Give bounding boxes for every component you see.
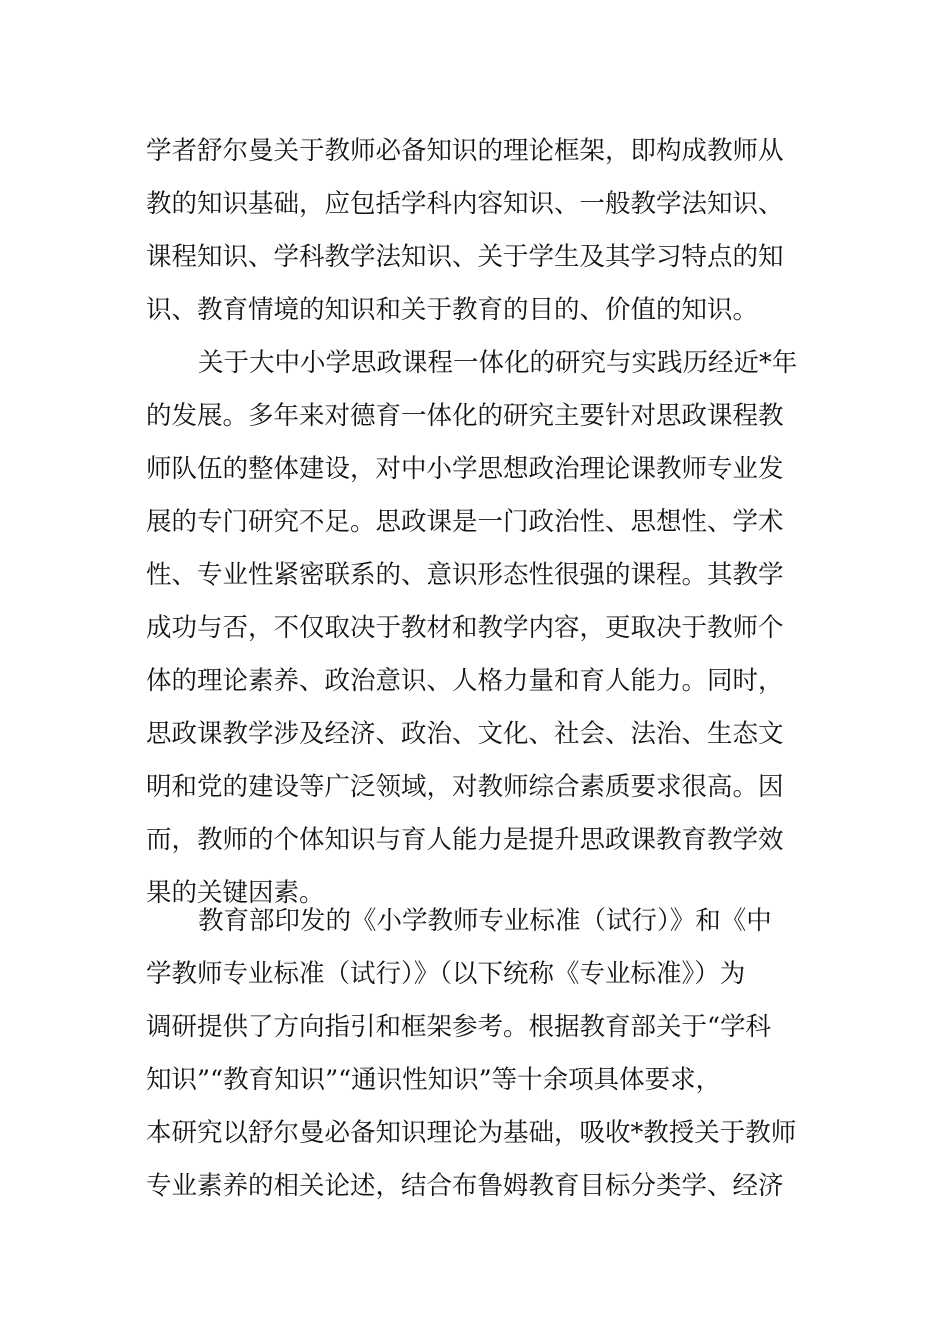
text-line: 课程知识、学科教学法知识、关于学生及其学习特点的知 <box>146 242 784 272</box>
text-line: 的发展。多年来对德育一体化的研究主要针对思政课程教 <box>146 401 784 431</box>
paragraph-1 <box>146 125 816 337</box>
text-line: 调研提供了方向指引和框架参考。根据教育部关于“学科 <box>146 1012 772 1042</box>
text-line: 学教师专业标准（试行）》（以下统称《专业标准》）为 <box>146 959 746 989</box>
paragraph-3 <box>146 895 816 1213</box>
text-line: 体的理论素养、政治意识、人格力量和育人能力。同时， <box>146 666 784 696</box>
text-line: 展的专门研究不足。思政课是一门政治性、思想性、学术 <box>146 507 784 537</box>
text-line: 识、教育情境的知识和关于教育的目的、价值的知识。 <box>146 295 759 325</box>
text-line: 性、专业性紧密联系的、意识形态性很强的课程。其教学 <box>146 560 784 590</box>
text-line: 师队伍的整体建设，对中小学思想政治理论课教师专业发 <box>146 454 784 484</box>
text-line: 明和党的建设等广泛领域，对教师综合素质要求很高。因 <box>146 772 784 802</box>
text-line: 成功与否，不仅取决于教材和教学内容，更取决于教师个 <box>146 613 784 643</box>
text-line: 关于大中小学思政课程一体化的研究与实践历经近*年 <box>198 348 798 378</box>
text-line: 本研究以舒尔曼必备知识理论为基础，吸收*教授关于教师 <box>146 1118 797 1148</box>
text-line: 果的关键因素。 <box>146 878 325 908</box>
text-line: 学者舒尔曼关于教师必备知识的理论框架，即构成教师从 <box>146 136 784 166</box>
paragraph-2 <box>146 337 816 920</box>
text-line: 思政课教学涉及经济、政治、文化、社会、法治、生态文 <box>146 719 784 749</box>
text-line: 而，教师的个体知识与育人能力是提升思政课教育教学效 <box>146 825 784 855</box>
text-line: 专业素养的相关论述，结合布鲁姆教育目标分类学、经济 <box>146 1171 784 1201</box>
text-line: 教育部印发的《小学教师专业标准（试行）》和《中 <box>198 906 772 936</box>
text-line: 知识”“教育知识”“通识性知识”等十余项具体要求， <box>146 1065 722 1095</box>
text-line: 教的知识基础，应包括学科内容知识、一般教学法知识、 <box>146 189 784 219</box>
